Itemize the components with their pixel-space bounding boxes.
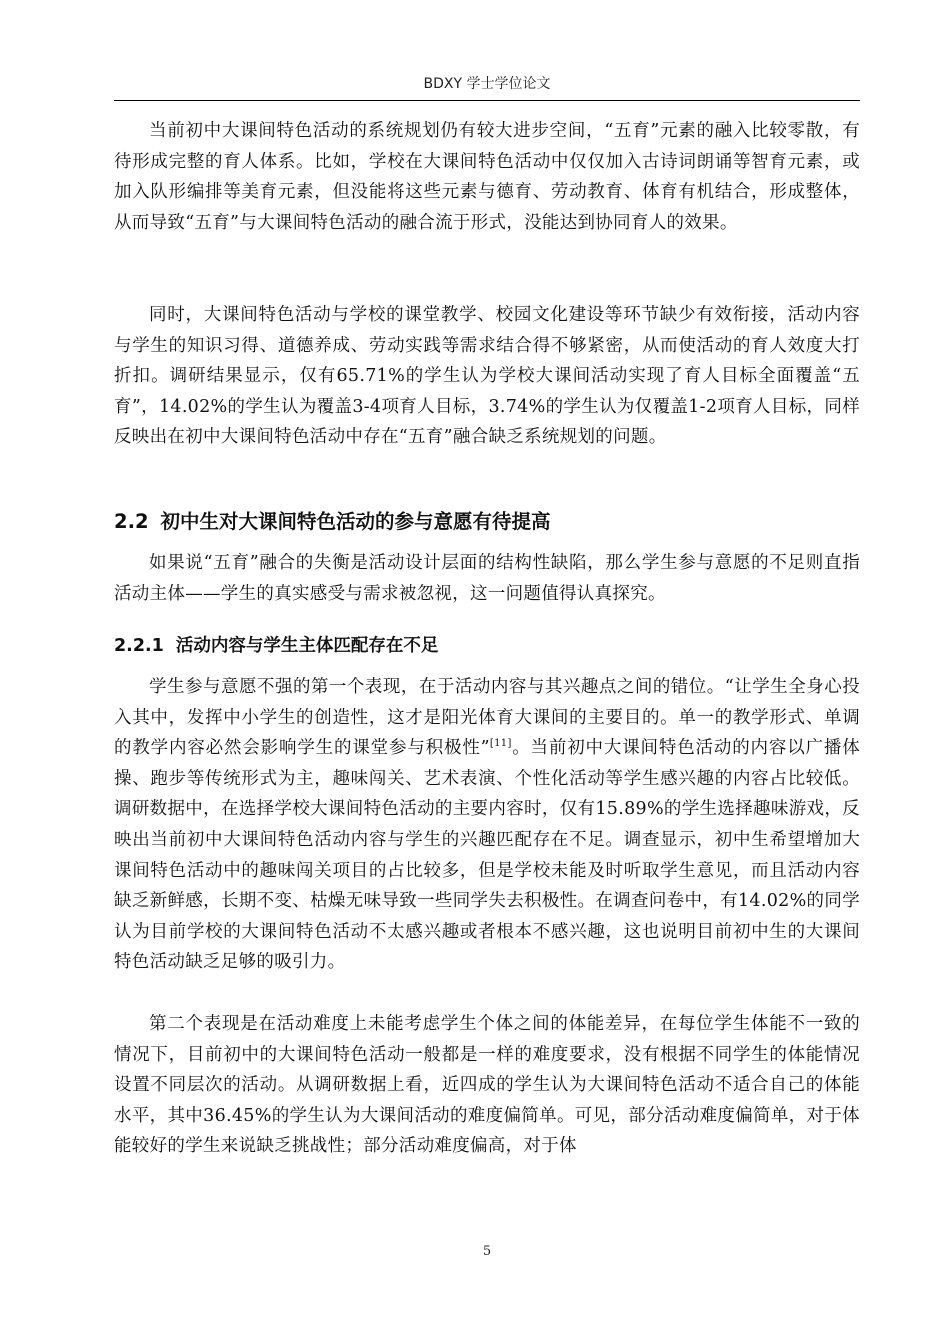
section-number: 2.2 [114,510,149,533]
paragraph-4-part-b: 。当前初中大课间特色活动的内容以广播体操、跑步等传统形式为主，趣味闯关、艺术表演、个性化活动等学生感兴趣的内容占比较低。调研数据中，在选择学校大课间特色活动的主要内容时，仅有15.89%的学生选择趣味游戏，反映出当前初中大课间特色活动内容与学生的兴趣匹配存在不足。调查显示，初中生希望增加大课间特色活动中的趣味闯关项目的占比较多，但是学校未能及时听取学生意见，而且活动内容缺乏新鲜感，长期不变、枯燥无味导致一些同学失去积极性。在调查问卷中，有14.02%的同学认为目前学校的大课间特色活动不太感兴趣或者根本不感兴趣，这也说明目前初中生的大课间特色活动缺乏足够的吸引力。 [114,738,860,973]
page-number: 5 [482,1244,492,1259]
section-title: 初中生对大课间特色活动的参与意愿有待提高 [160,510,551,533]
paragraph-4 [114,672,860,978]
subsection-number: 2.2.1 [114,636,164,656]
subsection-heading-2-2-1 [114,633,438,659]
paragraph-1: 当前初中大课间特色活动的系统规划仍有较大进步空间，“五育”元素的融入比较零散，有待形成完整的育人体系。比如，学校在大课间特色活动中仅仅加入古诗词朗诵等智育元素，或加入队形编排等美育元素，但没能将这些元素与德育、劳动教育、体育有机结合，形成整体，从而导致“五育”与大课间特色活动的融合流于形式，没能达到协同育人的效果。 [114,121,860,233]
citation-marker: [11] [489,738,512,750]
paragraph-5: 第二个表现是在活动难度上未能考虑学生个体之间的体能差异，在每位学生体能不一致的情况下，目前初中的大课间特色活动一般都是一样的难度要求，没有根据不同学生的体能情况设置不同层次的活动。从调研数据上看，近四成的学生认为大课间特色活动不适合自己的体能水平，其中36.45%的学生认为大课间活动的难度偏简单。可见，部分活动难度偏简单，对于体能较好的学生来说缺乏挑战性；部分活动难度偏高，对于体 [114,1014,860,1157]
paragraph-4-part-a: 学生参与意愿不强的第一个表现，在于活动内容与其兴趣点之间的错位。“让学生全身心投入其中，发挥中小学生的创造性，这才是阳光体育大课间的主要目的。单一的教学形式、单调的教学内容必然会影响学生的课堂参与积极性” [114,677,860,759]
paragraph-2: 同时，大课间特色活动与学校的课堂教学、校园文化建设等环节缺少有效衔接，活动内容与学生的知识习得、道德养成、劳动实践等需求结合得不够紧密，从而使活动的育人效度大打折扣。调研结果显示，仅有65.71%的学生认为学校大课间活动实现了育人目标全面覆盖“五育”，14.02%的学生认为覆盖3-4项育人目标，3.74%的学生认为仅覆盖1-2项育人目标，同样反映出在初中大课间特色活动中存在“五育”融合缺乏系统规划的问题。 [114,305,860,448]
subsection-title: 活动内容与学生主体匹配存在不足 [175,636,439,656]
paragraph-3: 如果说“五育”融合的失衡是活动设计层面的结构性缺陷，那么学生参与意愿的不足则直指活动主体——学生的真实感受与需求被忽视，这一问题值得认真探究。 [114,553,860,604]
running-header: BDXY 学士学位论文 [423,76,551,92]
section-heading-2-2 [114,508,551,536]
header-rule [114,100,860,101]
